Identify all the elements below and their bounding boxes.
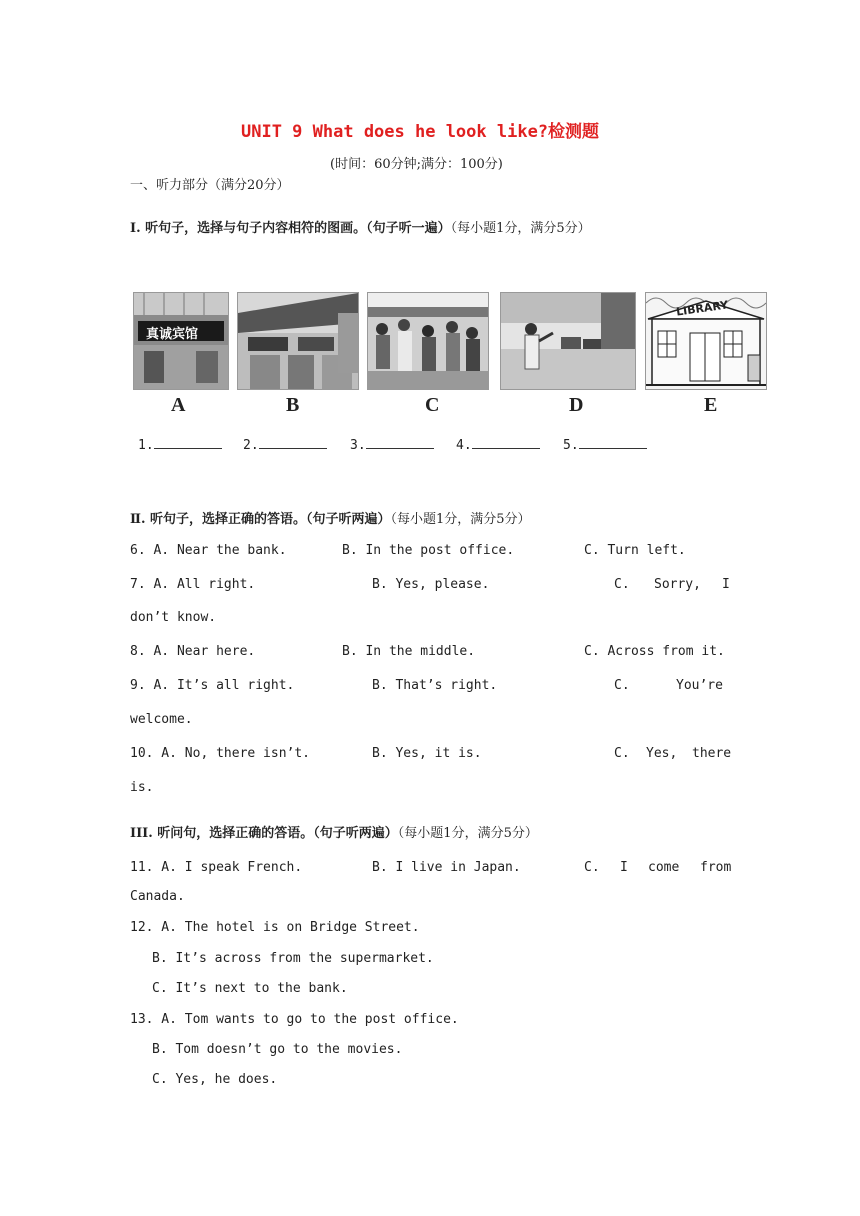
q13-option-c: C. Yes, he does. bbox=[152, 1072, 278, 1087]
q10-option-c-word2: there bbox=[692, 746, 732, 761]
q13-option-b: B. Tom doesn’t go to the movies. bbox=[152, 1042, 403, 1057]
blank-line[interactable] bbox=[259, 436, 327, 449]
q10-option-c-word1: Yes, bbox=[646, 746, 678, 761]
blank-line[interactable] bbox=[472, 436, 540, 449]
section-i-heading bbox=[130, 217, 591, 236]
section-iii-heading bbox=[130, 822, 538, 841]
q11-option-c-letter: C. bbox=[584, 860, 600, 875]
page-subtitle: (时间：60分钟;满分：100分) bbox=[330, 157, 503, 172]
q11-option-b: B. I live in Japan. bbox=[372, 860, 521, 875]
blank-line[interactable] bbox=[579, 436, 647, 449]
q10-option-a: 10. A. No, there isn’t. bbox=[130, 746, 311, 761]
part-one-heading: 一、听力部分（满分20分） bbox=[130, 178, 290, 193]
section-ii-heading bbox=[130, 508, 531, 527]
blank-number: 1. bbox=[138, 438, 154, 453]
q9-option-b: B. That’s right. bbox=[372, 678, 498, 693]
answer-blank-4[interactable] bbox=[456, 436, 540, 453]
blank-number: 4. bbox=[456, 438, 472, 453]
answer-blank-2[interactable] bbox=[243, 436, 327, 453]
blank-number: 5. bbox=[563, 438, 579, 453]
q8-option-c: C. Across from it. bbox=[584, 644, 725, 659]
section-iii-title: III. 听问句，选择正确的答语。（句子听两遍） bbox=[130, 826, 398, 841]
q12-option-b: B. It’s across from the supermarket. bbox=[152, 951, 434, 966]
q9-option-a: 9. A. It’s all right. bbox=[130, 678, 295, 693]
picture-label-c: C bbox=[425, 394, 440, 416]
q9-option-c-word: You’re bbox=[676, 678, 723, 693]
q12-option-a: 12. A. The hotel is on Bridge Street. bbox=[130, 920, 420, 935]
q8-option-b: B. In the middle. bbox=[342, 644, 476, 659]
picture-c-supermarket bbox=[367, 292, 489, 390]
q7-option-c-letter: C. bbox=[614, 577, 630, 592]
supermarket-picture-graphic bbox=[368, 293, 488, 389]
building-picture-graphic bbox=[238, 293, 358, 389]
street-picture-graphic bbox=[501, 293, 635, 389]
q8-option-a: 8. A. Near here. bbox=[130, 644, 256, 659]
blank-line[interactable] bbox=[366, 436, 434, 449]
picture-e-library bbox=[645, 292, 767, 390]
hotel-sign: 真诚宾馆 bbox=[146, 327, 199, 342]
picture-a-hotel bbox=[133, 292, 229, 390]
q11-option-c-word2: come bbox=[648, 860, 680, 875]
q12-option-c: C. It’s next to the bank. bbox=[152, 981, 348, 996]
q7-option-c-continued: don’t know. bbox=[130, 610, 217, 625]
q7-option-a: 7. A. All right. bbox=[130, 577, 256, 592]
answer-blank-3[interactable] bbox=[350, 436, 434, 453]
picture-label-b: B bbox=[286, 394, 300, 416]
q11-option-c-word1: I bbox=[620, 860, 628, 875]
q6-option-c: C. Turn left. bbox=[584, 543, 686, 558]
q11-option-a: 11. A. I speak French. bbox=[130, 860, 303, 875]
answer-blank-1[interactable] bbox=[138, 436, 222, 453]
picture-label-a: A bbox=[171, 394, 186, 416]
q10-option-c-letter: C. bbox=[614, 746, 630, 761]
q9-option-c-letter: C. bbox=[614, 678, 630, 693]
section-ii-title: Ⅱ. 听句子，选择正确的答语。（句子听两遍） bbox=[130, 512, 391, 527]
q7-option-b: B. Yes, please. bbox=[372, 577, 490, 592]
q7-option-c-word2: I bbox=[722, 577, 730, 592]
library-sign: LIBRARY bbox=[675, 298, 729, 319]
blank-number: 3. bbox=[350, 438, 366, 453]
blank-number: 2. bbox=[243, 438, 259, 453]
blank-line[interactable] bbox=[154, 436, 222, 449]
q11-option-c-word3: from bbox=[700, 860, 732, 875]
section-i-note: （每小题1分，满分5分） bbox=[450, 221, 591, 236]
q6-option-a: 6. A. Near the bank. bbox=[130, 543, 287, 558]
q10-option-b: B. Yes, it is. bbox=[372, 746, 482, 761]
q11-option-c-continued: Canada. bbox=[130, 889, 185, 904]
picture-label-e: E bbox=[704, 394, 718, 416]
picture-d-street bbox=[500, 292, 636, 390]
q7-option-c-word1: Sorry, bbox=[654, 577, 701, 592]
section-ii-note: （每小题1分，满分5分） bbox=[390, 512, 531, 527]
section-i-title: Ⅰ. 听句子，选择与句子内容相符的图画。（句子听一遍） bbox=[130, 221, 451, 236]
picture-label-d: D bbox=[569, 394, 584, 416]
page-title: UNIT 9 What does he look like?检测题 bbox=[241, 122, 600, 142]
answer-blank-5[interactable] bbox=[563, 436, 647, 453]
q13-option-a: 13. A. Tom wants to go to the post office. bbox=[130, 1012, 459, 1027]
q6-option-b: B. In the post office. bbox=[342, 543, 515, 558]
q10-option-c-continued: is. bbox=[130, 780, 154, 795]
q9-option-c-continued: welcome. bbox=[130, 712, 193, 727]
section-iii-note: （每小题1分，满分5分） bbox=[397, 826, 538, 841]
picture-b-building bbox=[237, 292, 359, 390]
